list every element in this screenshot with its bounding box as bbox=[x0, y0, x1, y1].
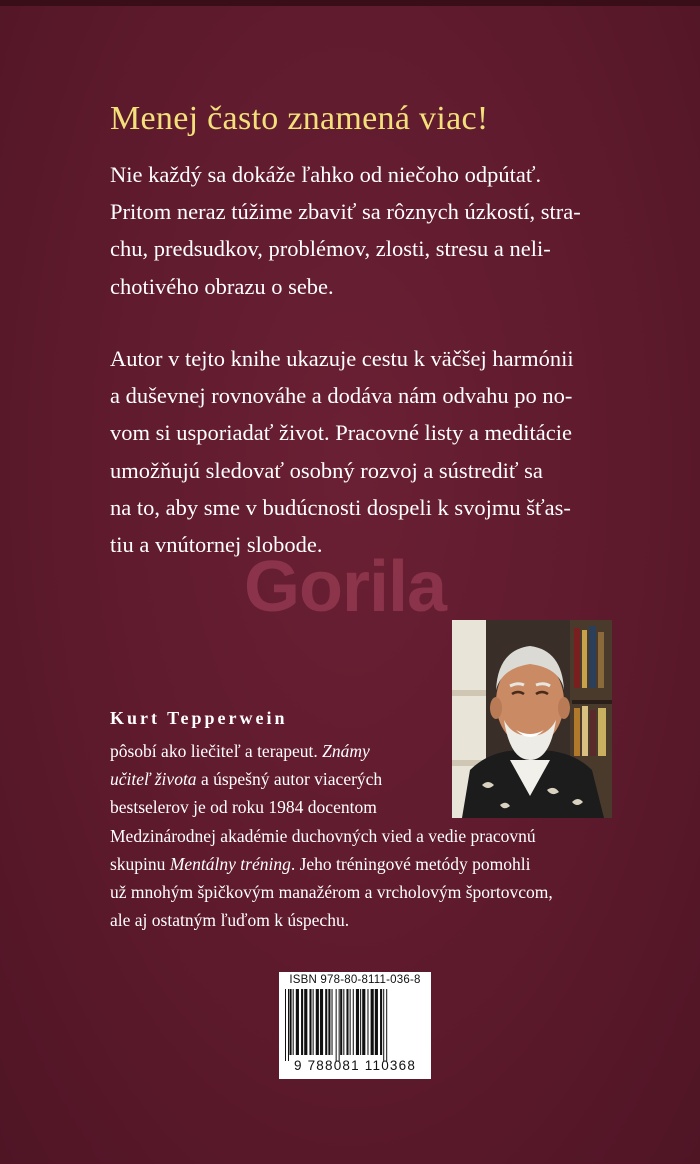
barcode-bar bbox=[383, 989, 384, 1061]
barcode-bar bbox=[350, 989, 351, 1055]
bio-text: skupinu bbox=[110, 853, 170, 874]
barcode-bar bbox=[360, 989, 361, 1055]
bio-text: Medzinárodnej akadémie duchovných vied a vedie pracovnú bbox=[110, 825, 536, 846]
ean-number: 9 788081 110368 bbox=[293, 1058, 417, 1073]
text-line: chu, predsudkov, problémov, zlosti, stresu a neli- bbox=[110, 236, 551, 262]
barcode bbox=[283, 989, 427, 1061]
barcode-bar bbox=[325, 989, 327, 1055]
bio-line bbox=[110, 793, 553, 821]
text-line: na to, aby sme v budúcnosti dospeli k svojmu šťas- bbox=[110, 494, 571, 520]
barcode-bar bbox=[296, 989, 299, 1055]
barcode-bar bbox=[290, 989, 292, 1055]
barcode-bar bbox=[343, 989, 344, 1055]
text-line: Autor v tejto knihe ukazuje cestu k väčšej harmónii bbox=[110, 346, 574, 371]
text-line: tiu a vnútornej slobode. bbox=[110, 532, 323, 558]
text-line: a duševnej rovnováhe a dodáva nám odvahu po no- bbox=[110, 383, 573, 409]
barcode-bar bbox=[293, 989, 294, 1055]
barcode-bar bbox=[313, 989, 314, 1055]
barcode-bar bbox=[288, 989, 289, 1061]
barcode-bar bbox=[316, 989, 319, 1055]
bio-line bbox=[110, 878, 553, 906]
bio-italic-text: Mentálny tréning bbox=[169, 853, 291, 874]
barcode-bar bbox=[320, 989, 323, 1055]
bio-line bbox=[110, 906, 553, 934]
text-line: umožňujú sledovať osobný rozvoj a sústrediť sa bbox=[110, 457, 543, 483]
text-line: vom si usporiadať život. Pracovné listy a meditácie bbox=[110, 420, 572, 446]
bio-italic-text: učiteľ života bbox=[110, 769, 197, 790]
barcode-bar bbox=[336, 989, 337, 1061]
barcode-bar bbox=[340, 989, 342, 1055]
barcode-bar bbox=[304, 989, 307, 1055]
bio-line bbox=[110, 765, 553, 793]
barcode-bar bbox=[346, 989, 348, 1055]
barcode-bar bbox=[339, 989, 340, 1061]
barcode-bar bbox=[371, 989, 374, 1055]
barcode-bar bbox=[301, 989, 303, 1055]
barcode-bar bbox=[375, 989, 378, 1055]
text-line: Pritom neraz túžime zbaviť sa rôznych úzkostí, stra- bbox=[110, 199, 581, 225]
barcode-bar bbox=[386, 989, 387, 1061]
gorila-watermark: Gorila bbox=[244, 547, 447, 627]
bio-text: ale aj ostatným ľuďom k úspechu. bbox=[110, 910, 350, 931]
bio-line bbox=[110, 737, 553, 765]
barcode-bar bbox=[353, 989, 354, 1055]
isbn-number: ISBN 978-80-8111-036-8 bbox=[289, 974, 421, 986]
description-paragraph bbox=[110, 340, 670, 563]
headline: Menej často znamená viac! bbox=[110, 100, 489, 137]
bio-text: už mnohým špičkovým manažérom a vrcholovým športovcom, bbox=[110, 882, 553, 903]
barcode-bar bbox=[362, 989, 365, 1055]
bio-text: bestselerov je od roku 1984 docentom bbox=[110, 797, 377, 818]
author-name: Kurt Tepperwein bbox=[110, 708, 288, 728]
bio-text: . Jeho tréningové metódy pomohli bbox=[290, 853, 531, 874]
barcode-bar bbox=[380, 989, 382, 1055]
barcode-bar bbox=[285, 989, 286, 1061]
intro-paragraph bbox=[110, 156, 670, 305]
cover-top-edge bbox=[0, 0, 700, 6]
bio-text: a úspešný autor viacerých bbox=[196, 769, 383, 790]
bio-italic-text: Známy bbox=[322, 741, 370, 761]
bio-line bbox=[110, 822, 553, 850]
barcode-bar bbox=[356, 989, 359, 1055]
barcode-bar bbox=[328, 989, 330, 1055]
text-line: Nie každý sa dokáže ľahko od niečoho odpútať. bbox=[110, 162, 542, 187]
bio-text: pôsobí ako liečiteľ a terapeut. bbox=[110, 741, 323, 761]
author-bio bbox=[110, 737, 553, 934]
bio-line bbox=[110, 850, 553, 878]
barcode-bar bbox=[367, 989, 368, 1055]
barcode-bar bbox=[332, 989, 333, 1055]
barcode-label bbox=[279, 972, 431, 1079]
text-line: chotivého obrazu o sebe. bbox=[110, 273, 334, 299]
barcode-bar bbox=[309, 989, 311, 1055]
